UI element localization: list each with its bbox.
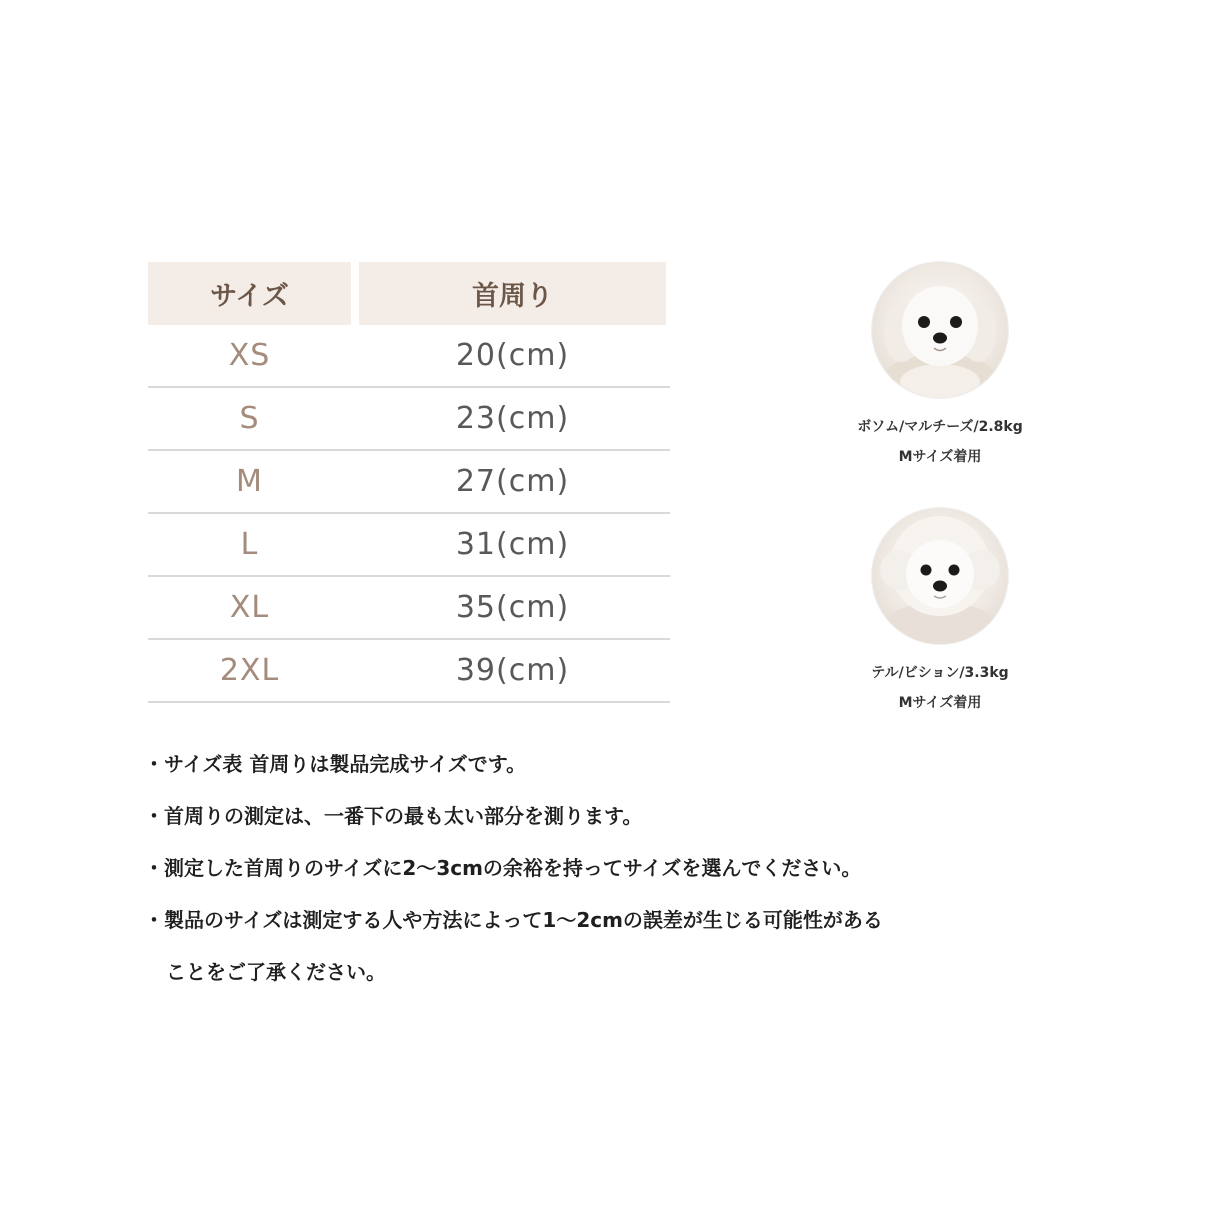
model-card (830, 262, 1050, 466)
table-row (148, 640, 670, 703)
table-row (148, 577, 670, 640)
table-row (148, 451, 670, 514)
model-name: ボソム/マルチーズ/2.8kg (857, 419, 1023, 435)
header-neck: 首周り (359, 262, 666, 325)
table-row (148, 514, 670, 577)
model-wearing: Mサイズ着用 (898, 449, 982, 465)
size-notes (144, 744, 1044, 1004)
header-size: サイズ (148, 262, 351, 325)
neck-cell: 20(cm) (455, 338, 570, 373)
size-cell: S (239, 401, 260, 436)
dog-photo (872, 262, 1008, 398)
note-line: ことをご了承ください。 (166, 960, 386, 984)
size-cell: XS (228, 338, 271, 373)
neck-cell: 31(cm) (455, 527, 570, 562)
size-table (148, 262, 670, 703)
neck-cell: 35(cm) (455, 590, 570, 625)
size-cell: 2XL (219, 653, 280, 688)
dog-illustration (872, 262, 1008, 398)
note-line: ・サイズ表 首周りは製品完成サイズです。 (144, 752, 527, 776)
note-line: ・測定した首周りのサイズに2〜3cmの余裕を持ってサイズを選んでください。 (144, 856, 862, 880)
note-line: ・製品のサイズは測定する人や方法によって1〜2cmの誤差が生じる可能性がある (144, 908, 883, 932)
model-card (830, 508, 1050, 712)
size-cell: L (240, 527, 259, 562)
neck-cell: 23(cm) (455, 401, 570, 436)
note-line: ・首周りの測定は、一番下の最も太い部分を測ります。 (144, 804, 643, 828)
model-name: テル/ビション/3.3kg (871, 665, 1009, 681)
dog-illustration (872, 508, 1008, 644)
table-header (148, 262, 670, 325)
neck-cell: 39(cm) (455, 653, 570, 688)
dog-photo (872, 508, 1008, 644)
size-cell: XL (229, 590, 270, 625)
model-wearing: Mサイズ着用 (898, 695, 982, 711)
size-cell: M (236, 464, 263, 499)
table-row (148, 388, 670, 451)
neck-cell: 27(cm) (455, 464, 570, 499)
table-row (148, 325, 670, 388)
